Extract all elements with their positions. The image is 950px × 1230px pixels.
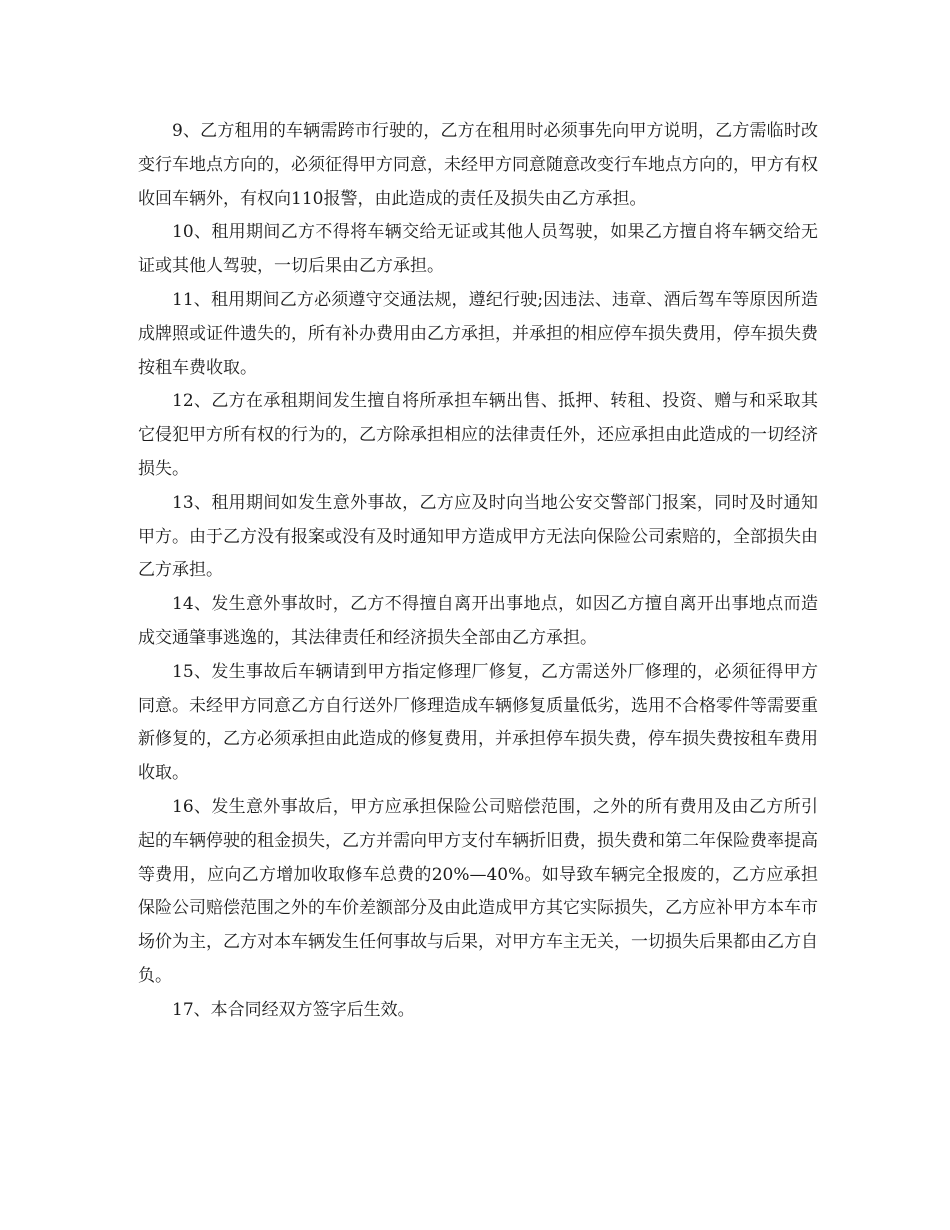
- clause-14: 14、发生意外事故时，乙方不得擅自离开出事地点，如因乙方擅自离开出事地点而造成交通肇事逃逸的，其法律责任和经济损失全部由乙方承担。: [138, 594, 818, 648]
- clause-10: 10、租用期间乙方不得将车辆交给无证或其他人员驾驶，如果乙方擅自将车辆交给无证或其他人驾驶，一切后果由乙方承担。: [138, 222, 818, 277]
- clause-15: 15、发生事故后车辆请到甲方指定修理厂修复，乙方需送外厂修理的，必须征得甲方同意。未经甲方同意乙方自行送外厂修理造成车辆修复质量低劣，选用不合格零件等需要重新修复的，乙方必须承担由此造成的修复费用，并承担停车损失费，停车损失费按租车费用收取。: [138, 661, 818, 784]
- clause-17: 17、本合同经双方签字后生效。: [172, 999, 415, 1020]
- clause-12: 12、乙方在承租期间发生擅自将所承担车辆出售、抵押、转租、投资、赠与和采取其它侵犯甲方所有权的行为的，乙方除承担相应的法律责任外，还应承担由此造成的一切经济损失。: [138, 391, 818, 479]
- clause-13: 13、租用期间如发生意外事故，乙方应及时向当地公安交警部门报案，同时及时通知甲方。由于乙方没有报案或没有及时通知甲方造成甲方无法向保险公司索赔的，全部损失由乙方承担。: [138, 492, 818, 581]
- clause-16: 16、发生意外事故后，甲方应承担保险公司赔偿范围，之外的所有费用及由乙方所引起的车辆停驶的租金损失，乙方并需向甲方支付车辆折旧费，损失费和第二年保险费率提高等费用，应向乙方增加收取修车总费的20%—40%。如导致车辆完全报废的，乙方应承担保险公司赔偿范围之外的车价差额部分及由此造成甲方其它实际损失，乙方应补甲方本车市场价为主，乙方对本车辆发生任何事故与后果，对甲方车主无关，一切损失后果都由乙方自负。: [138, 796, 818, 986]
- document-page: [138, 115, 818, 1028]
- clause-11: 11、租用期间乙方必须遵守交通法规，遵纪行驶;因违法、违章、酒后驾车等原因所造成牌照或证件遗失的，所有补办费用由乙方承担，并承担的相应停车损失费用，停车损失费按租车费收取。: [138, 289, 818, 378]
- clause-9: 9、乙方租用的车辆需跨市行驶的，乙方在租用时必须事先向甲方说明，乙方需临时改变行车地点方向的，必须征得甲方同意，未经甲方同意随意改变行车地点方向的，甲方有权收回车辆外，有权向110报警，由此造成的责任及损失由乙方承担。: [138, 121, 818, 209]
